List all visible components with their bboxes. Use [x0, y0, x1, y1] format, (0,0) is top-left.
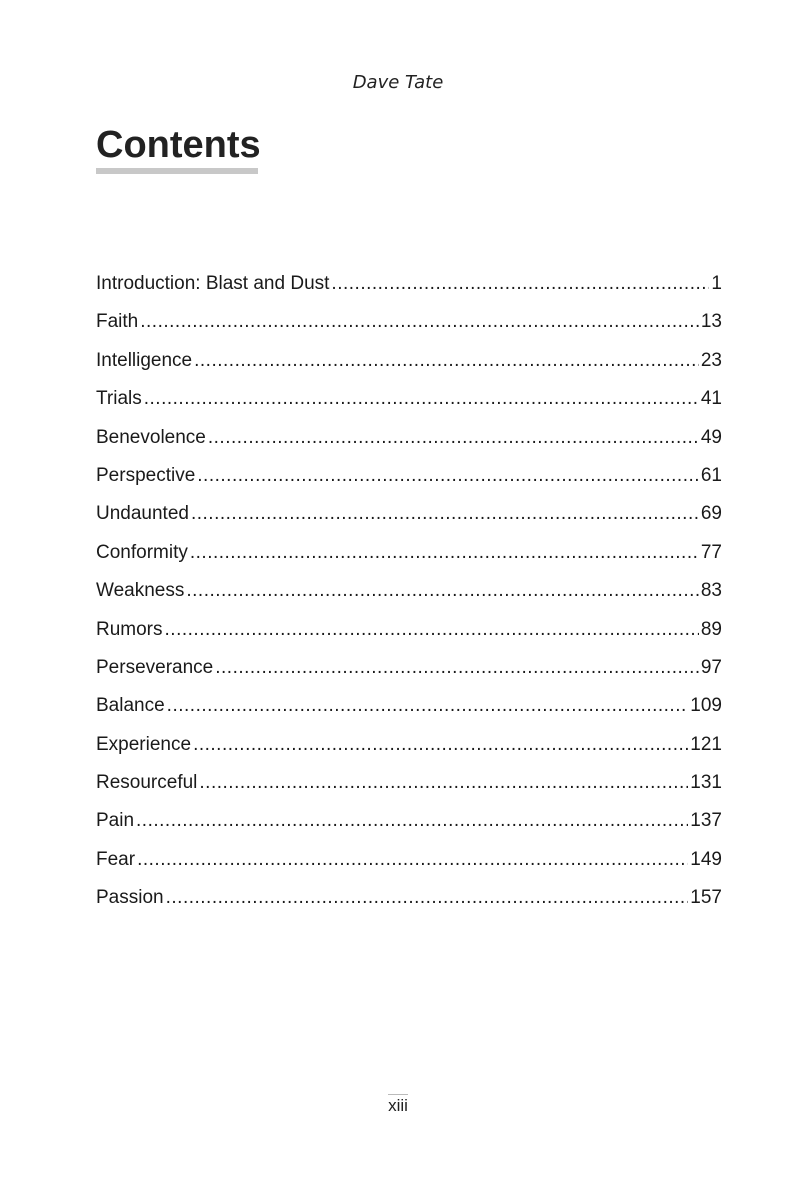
toc-dot-leader	[137, 845, 688, 875]
toc-entry[interactable]	[96, 845, 722, 883]
toc-entry-title: Undaunted	[96, 503, 189, 525]
toc-dot-leader	[190, 538, 699, 568]
title-underline-rule	[96, 168, 258, 174]
toc-entry[interactable]	[96, 307, 722, 345]
toc-dot-leader	[191, 499, 699, 529]
toc-dot-leader	[167, 691, 689, 721]
toc-entry[interactable]	[96, 615, 722, 653]
toc-entry-title: Trials	[96, 388, 142, 410]
toc-entry-page-number: 97	[700, 656, 722, 678]
toc-entry-page-number: 23	[700, 349, 722, 371]
toc-dot-leader	[165, 615, 699, 645]
toc-entry-page-number: 121	[690, 733, 722, 755]
toc-entry-page-number: 41	[700, 388, 722, 410]
toc-entry-page-number: 49	[700, 426, 722, 448]
page-footer	[0, 1094, 796, 1116]
toc-entry-page-number: 137	[690, 810, 722, 832]
toc-entry[interactable]	[96, 806, 722, 844]
toc-dot-leader	[136, 806, 688, 836]
toc-entry-title: Fear	[96, 848, 136, 870]
toc-entry-title: Pain	[96, 810, 135, 832]
toc-entry[interactable]	[96, 691, 722, 729]
page-title: Contents	[96, 124, 261, 166]
table-of-contents	[96, 269, 722, 922]
toc-entry-page-number: 77	[700, 541, 722, 563]
toc-entry[interactable]	[96, 538, 722, 576]
toc-dot-leader	[208, 423, 699, 453]
toc-entry-title: Rumors	[96, 618, 163, 640]
toc-dot-leader	[215, 653, 699, 683]
toc-entry[interactable]	[96, 768, 722, 806]
toc-entry[interactable]	[96, 423, 722, 461]
toc-entry-page-number: 61	[700, 464, 722, 486]
toc-entry-page-number: 83	[700, 580, 722, 602]
toc-dot-leader	[144, 384, 699, 414]
toc-entry-title: Perspective	[96, 464, 196, 486]
toc-dot-leader	[166, 883, 689, 913]
toc-dot-leader	[140, 307, 699, 337]
toc-entry-title: Passion	[96, 887, 164, 909]
toc-entry-title: Benevolence	[96, 426, 206, 448]
toc-dot-leader	[199, 768, 688, 798]
page-number: xiii	[388, 1096, 408, 1115]
contents-heading-block	[96, 124, 261, 174]
toc-entry-page-number: 69	[700, 503, 722, 525]
toc-entry-title: Resourceful	[96, 772, 198, 794]
running-header-author: Dave Tate	[352, 72, 444, 93]
toc-entry-title: Faith	[96, 311, 139, 333]
toc-entry-page-number: 149	[690, 848, 722, 870]
toc-dot-leader	[197, 461, 699, 491]
toc-entry-title: Intelligence	[96, 349, 193, 371]
toc-entry-page-number: 109	[690, 695, 722, 717]
toc-entry-title: Balance	[96, 695, 165, 717]
toc-dot-leader	[186, 576, 699, 606]
toc-entry-page-number: 13	[700, 311, 722, 333]
toc-entry[interactable]	[96, 883, 722, 921]
toc-entry[interactable]	[96, 730, 722, 768]
toc-entry[interactable]	[96, 576, 722, 614]
toc-entry-title: Experience	[96, 733, 192, 755]
toc-dot-leader	[331, 269, 709, 299]
toc-dot-leader	[194, 346, 699, 376]
toc-entry-title: Introduction: Blast and Dust	[96, 273, 330, 294]
toc-entry[interactable]	[96, 461, 722, 499]
toc-entry-title: Perseverance	[96, 656, 214, 678]
toc-entry-title: Conformity	[96, 541, 188, 563]
toc-entry-page-number: 89	[700, 618, 722, 640]
toc-entry[interactable]	[96, 269, 722, 307]
toc-entry[interactable]	[96, 346, 722, 384]
toc-dot-leader	[193, 730, 688, 760]
folio-rule	[388, 1094, 408, 1095]
toc-entry-page-number: 157	[690, 887, 722, 909]
toc-entry[interactable]	[96, 653, 722, 691]
toc-entry[interactable]	[96, 499, 722, 537]
toc-entry-page-number: 1	[711, 273, 722, 294]
toc-entry-title: Weakness	[96, 580, 185, 602]
toc-entry-page-number: 131	[690, 772, 722, 794]
toc-entry[interactable]	[96, 384, 722, 422]
